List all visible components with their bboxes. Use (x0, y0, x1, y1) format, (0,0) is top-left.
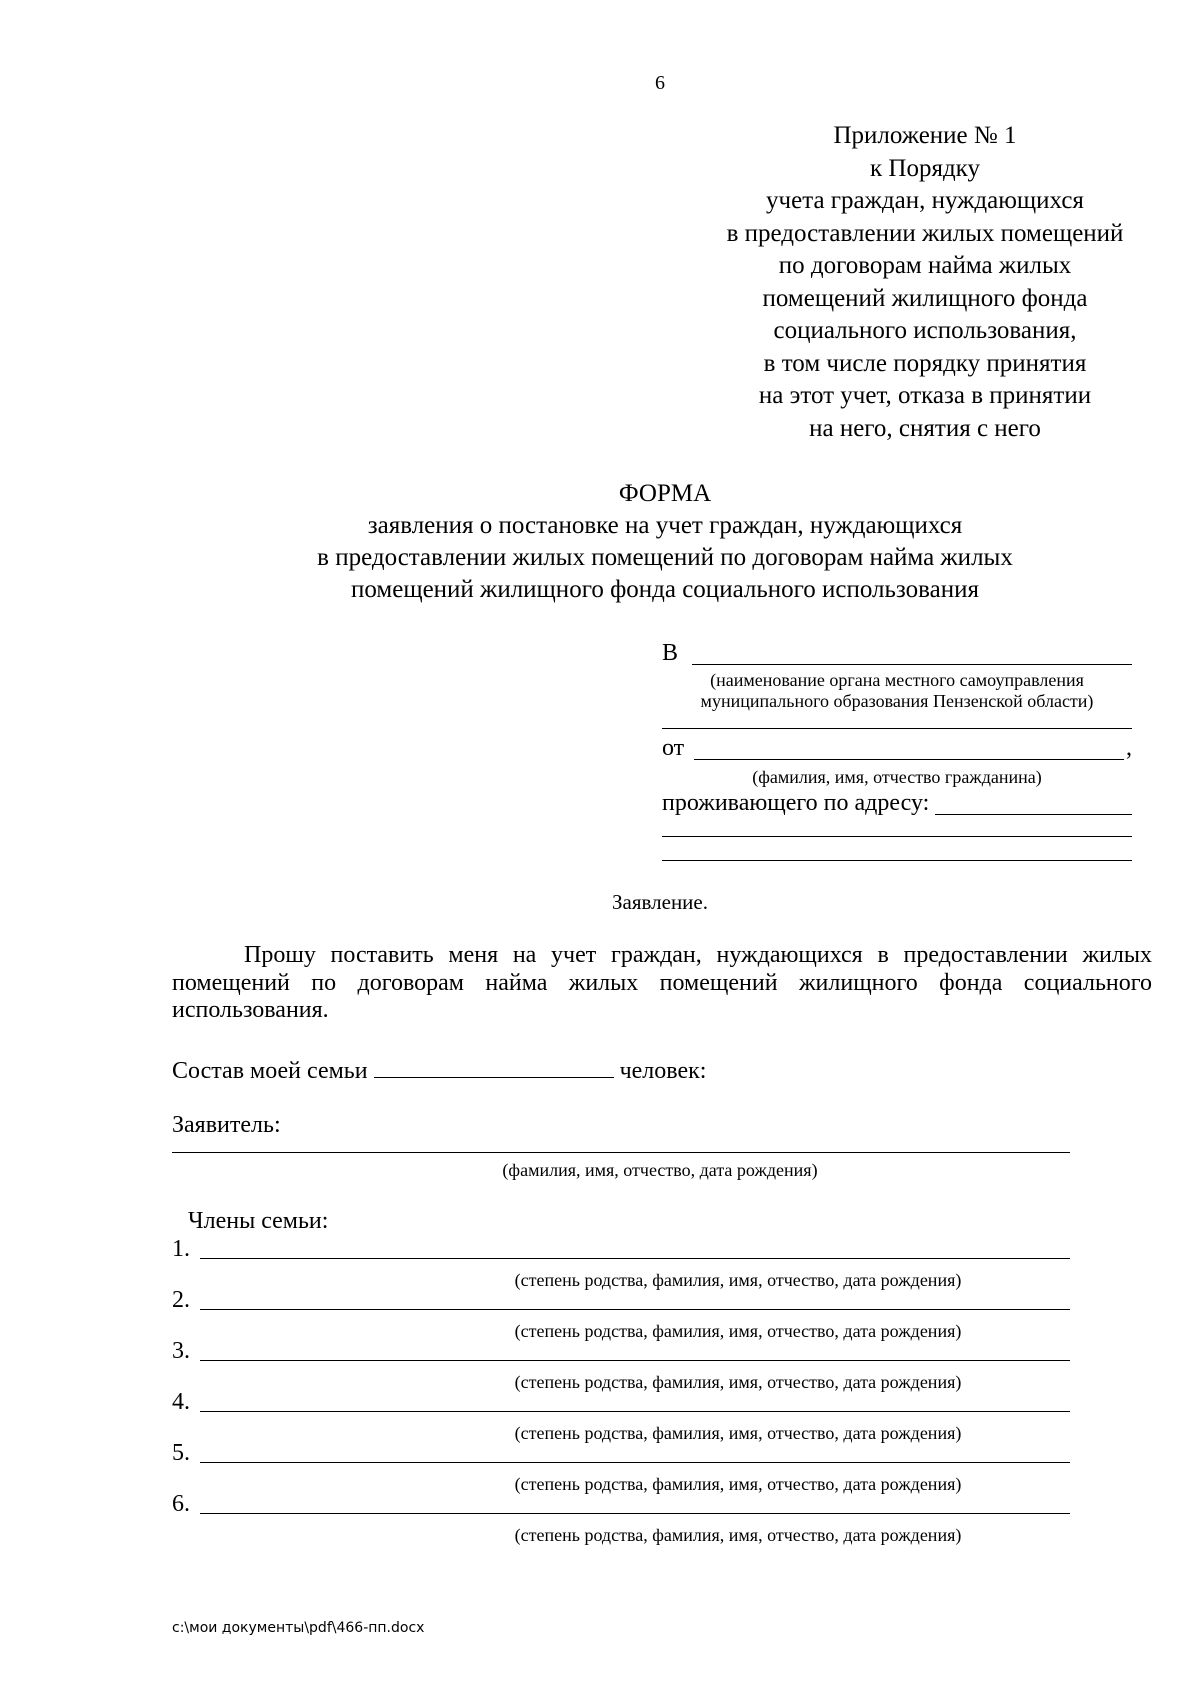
appendix-header (690, 120, 1160, 445)
sender-label: от (662, 735, 690, 762)
sender-comma: , (1126, 735, 1132, 761)
page-number: 6 (655, 72, 665, 94)
appendix-line: помещений жилищного фонда (762, 284, 1088, 312)
member-number: 3. (172, 1338, 190, 1364)
footer-file-path: c:\мои документы\pdf\466-пп.docx (172, 1620, 425, 1636)
residence-line[interactable] (934, 814, 1132, 815)
form-subtitle-line: помещений жилищного фонда социального использования (351, 576, 979, 603)
member-caption: (степень родства, фамилия, имя, отчество, дата рождения) (514, 1474, 962, 1494)
appendix-line: к Порядку (870, 154, 980, 182)
appendix-line: социального использования, (773, 317, 1077, 344)
recipient-line[interactable] (692, 664, 1132, 665)
appendix-line: по договорам найма жилых (778, 252, 1072, 279)
member-line[interactable] (200, 1360, 1070, 1361)
form-subtitle-line: в предоставлении жилых помещений по договорам найма жилых (317, 544, 1013, 571)
residence-line-3[interactable] (662, 860, 1132, 861)
member-caption: (степень родства, фамилия, имя, отчество, дата рождения) (514, 1423, 962, 1443)
sender-field[interactable] (662, 735, 1132, 765)
recipient-caption (662, 670, 1132, 712)
form-title (250, 478, 1080, 606)
recipient-caption-line: муниципального образования Пензенской области) (700, 691, 1094, 711)
member-caption: (степень родства, фамилия, имя, отчество, дата рождения) (514, 1372, 962, 1392)
member-line[interactable] (200, 1258, 1070, 1259)
appendix-line: Приложение № 1 (833, 122, 1017, 149)
residence-line-2[interactable] (662, 836, 1132, 837)
members-label: Члены семьи: (188, 1208, 329, 1234)
recipient-line-2[interactable] (662, 728, 1132, 729)
appendix-line: в том числе порядку принятия (763, 349, 1087, 377)
member-number: 4. (172, 1389, 190, 1415)
family-size-row (172, 1057, 706, 1085)
sender-line[interactable] (694, 759, 1124, 760)
member-line[interactable] (200, 1513, 1070, 1514)
appendix-line: на него, снятия с него (809, 414, 1041, 442)
form-heading: ФОРМА (618, 480, 712, 507)
member-caption: (степень родства, фамилия, имя, отчество, дата рождения) (514, 1270, 962, 1290)
residence-field[interactable] (662, 790, 1132, 820)
member-line[interactable] (200, 1462, 1070, 1463)
applicant-caption: (фамилия, имя, отчество, дата рождения) (502, 1160, 818, 1180)
member-number: 5. (172, 1440, 190, 1466)
family-size-input[interactable] (374, 1057, 614, 1078)
applicant-line[interactable] (172, 1152, 1070, 1153)
member-line[interactable] (200, 1309, 1070, 1310)
sender-caption: (фамилия, имя, отчество гражданина) (752, 767, 1042, 787)
residence-label: проживающего по адресу: (662, 790, 935, 817)
appendix-line: учета граждан, нуждающихся (766, 187, 1084, 214)
appendix-line: на этот учет, отказа в принятии (758, 382, 1092, 409)
statement-title: Заявление. (612, 890, 708, 914)
family-size-unit: человек: (619, 1058, 707, 1084)
applicant-label: Заявитель: (172, 1112, 281, 1138)
recipient-field[interactable] (662, 640, 1132, 670)
recipient-caption-line: (наименование органа местного самоуправления (710, 670, 1084, 690)
form-subtitle-line: заявления о постановке на учет граждан, нуждающихся (367, 512, 963, 539)
member-caption: (степень родства, фамилия, имя, отчество, дата рождения) (514, 1321, 962, 1341)
member-number: 1. (172, 1236, 190, 1262)
member-caption: (степень родства, фамилия, имя, отчество, дата рождения) (514, 1525, 962, 1545)
member-line[interactable] (200, 1411, 1070, 1412)
statement-body: Прошу поставить меня на учет граждан, нуждающихся в предоставлении жилых помещений по договорам найма жилых помещений жилищного фонда социального использования. (172, 942, 1152, 1023)
recipient-label: В (662, 640, 684, 667)
member-number: 6. (172, 1491, 190, 1517)
appendix-line: в предоставлении жилых помещений (726, 219, 1124, 247)
family-size-label: Состав моей семьи (172, 1058, 368, 1084)
member-number: 2. (172, 1287, 190, 1313)
